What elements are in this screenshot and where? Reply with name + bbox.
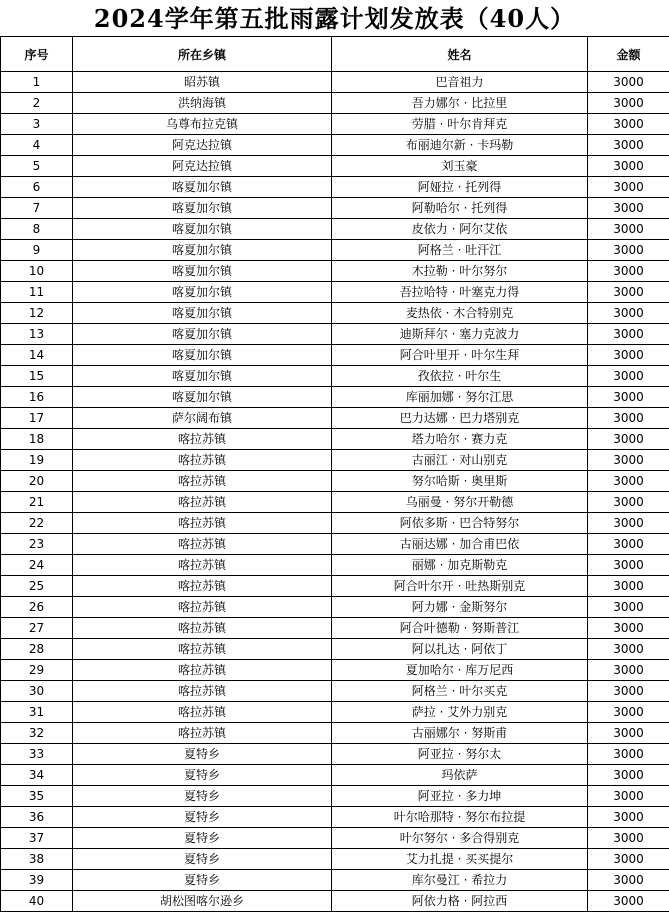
town-cell: 夏特乡 <box>73 849 332 870</box>
name-cell: 古丽娜尔 · 努斯甫 <box>332 723 588 744</box>
name-cell: 劳腊 · 叶尔肯拜克 <box>332 114 588 135</box>
table-row <box>1 72 669 93</box>
table-row <box>1 891 669 912</box>
table-row <box>1 807 669 828</box>
amount-cell: 3000 <box>588 660 669 681</box>
town-cell: 喀夏加尔镇 <box>73 240 332 261</box>
serial-number-cell: 2 <box>1 93 73 114</box>
amount-cell: 3000 <box>588 282 669 303</box>
name-cell: 阿合叶德勒 · 努斯普江 <box>332 618 588 639</box>
town-cell: 喀拉苏镇 <box>73 429 332 450</box>
amount-cell: 3000 <box>588 345 669 366</box>
table-row <box>1 870 669 891</box>
name-cell: 库丽加娜 · 努尔江思 <box>332 387 588 408</box>
table-row <box>1 660 669 681</box>
amount-cell: 3000 <box>588 513 669 534</box>
table-body <box>1 72 669 912</box>
name-cell: 阿亚拉 · 多力坤 <box>332 786 588 807</box>
amount-cell: 3000 <box>588 324 669 345</box>
town-cell: 喀拉苏镇 <box>73 597 332 618</box>
table-row <box>1 408 669 429</box>
serial-number-cell: 17 <box>1 408 73 429</box>
disbursement-table <box>0 36 669 912</box>
amount-cell: 3000 <box>588 408 669 429</box>
name-cell: 阿力娜 · 金斯努尔 <box>332 597 588 618</box>
name-cell: 迪斯拜尔 · 塞力克波力 <box>332 324 588 345</box>
name-cell: 孜依拉 · 叶尔生 <box>332 366 588 387</box>
amount-cell: 3000 <box>588 555 669 576</box>
serial-number-cell: 7 <box>1 198 73 219</box>
serial-number-cell: 37 <box>1 828 73 849</box>
amount-cell: 3000 <box>588 723 669 744</box>
serial-number-cell: 27 <box>1 618 73 639</box>
serial-number-cell: 30 <box>1 681 73 702</box>
header-serial-number: 序号 <box>1 37 73 72</box>
name-cell: 布丽迪尔新 · 卡玛勒 <box>332 135 588 156</box>
table-row <box>1 240 669 261</box>
town-cell: 阿克达拉镇 <box>73 135 332 156</box>
serial-number-cell: 6 <box>1 177 73 198</box>
table-row <box>1 261 669 282</box>
town-cell: 夏特乡 <box>73 870 332 891</box>
table-row <box>1 282 669 303</box>
serial-number-cell: 8 <box>1 219 73 240</box>
name-cell: 阿合叶里开 · 叶尔生拜 <box>332 345 588 366</box>
name-cell: 夏加哈尔 · 库万尼西 <box>332 660 588 681</box>
town-cell: 夏特乡 <box>73 828 332 849</box>
town-cell: 喀夏加尔镇 <box>73 282 332 303</box>
town-cell: 喀夏加尔镇 <box>73 177 332 198</box>
serial-number-cell: 5 <box>1 156 73 177</box>
amount-cell: 3000 <box>588 765 669 786</box>
name-cell: 阿格兰 · 叶尔买克 <box>332 681 588 702</box>
table-header <box>1 37 669 72</box>
town-cell: 喀夏加尔镇 <box>73 219 332 240</box>
table-row <box>1 786 669 807</box>
table-row <box>1 744 669 765</box>
name-cell: 吾拉哈特 · 叶塞克力得 <box>332 282 588 303</box>
name-cell: 古丽江 · 对山别克 <box>332 450 588 471</box>
serial-number-cell: 16 <box>1 387 73 408</box>
serial-number-cell: 20 <box>1 471 73 492</box>
name-cell: 艾力扎提 · 买买提尔 <box>332 849 588 870</box>
table-row <box>1 702 669 723</box>
table-row <box>1 135 669 156</box>
name-cell: 叶尔哈那特 · 努尔布拉提 <box>332 807 588 828</box>
serial-number-cell: 28 <box>1 639 73 660</box>
serial-number-cell: 22 <box>1 513 73 534</box>
name-cell: 巴音祖力 <box>332 72 588 93</box>
serial-number-cell: 23 <box>1 534 73 555</box>
table-row <box>1 828 669 849</box>
amount-cell: 3000 <box>588 156 669 177</box>
amount-cell: 3000 <box>588 849 669 870</box>
serial-number-cell: 32 <box>1 723 73 744</box>
town-cell: 喀夏加尔镇 <box>73 366 332 387</box>
amount-cell: 3000 <box>588 114 669 135</box>
table-row <box>1 450 669 471</box>
table-row <box>1 471 669 492</box>
amount-cell: 3000 <box>588 618 669 639</box>
name-cell: 塔力哈尔 · 赛力克 <box>332 429 588 450</box>
name-cell: 叶尔努尔 · 多合得别克 <box>332 828 588 849</box>
town-cell: 喀夏加尔镇 <box>73 387 332 408</box>
town-cell: 昭苏镇 <box>73 72 332 93</box>
table-row <box>1 219 669 240</box>
table-row <box>1 198 669 219</box>
serial-number-cell: 3 <box>1 114 73 135</box>
table-row <box>1 681 669 702</box>
town-cell: 喀拉苏镇 <box>73 639 332 660</box>
name-cell: 阿亚拉 · 努尔太 <box>332 744 588 765</box>
serial-number-cell: 33 <box>1 744 73 765</box>
amount-cell: 3000 <box>588 681 669 702</box>
table-row <box>1 765 669 786</box>
amount-cell: 3000 <box>588 534 669 555</box>
amount-cell: 3000 <box>588 72 669 93</box>
amount-cell: 3000 <box>588 639 669 660</box>
amount-cell: 3000 <box>588 492 669 513</box>
name-cell: 木拉勒 · 叶尔努尔 <box>332 261 588 282</box>
town-cell: 喀拉苏镇 <box>73 681 332 702</box>
town-cell: 喀拉苏镇 <box>73 534 332 555</box>
town-cell: 喀拉苏镇 <box>73 492 332 513</box>
town-cell: 喀夏加尔镇 <box>73 198 332 219</box>
serial-number-cell: 10 <box>1 261 73 282</box>
name-cell: 麦热依 · 木合特别克 <box>332 303 588 324</box>
amount-cell: 3000 <box>588 177 669 198</box>
page-title: 2024学年第五批雨露计划发放表（40人） <box>93 4 576 33</box>
table-row <box>1 177 669 198</box>
table-row <box>1 114 669 135</box>
town-cell: 夏特乡 <box>73 744 332 765</box>
town-cell: 喀拉苏镇 <box>73 513 332 534</box>
name-cell: 丽娜 · 加克斯勒克 <box>332 555 588 576</box>
amount-cell: 3000 <box>588 702 669 723</box>
amount-cell: 3000 <box>588 870 669 891</box>
name-cell: 乌丽曼 · 努尔开勒德 <box>332 492 588 513</box>
serial-number-cell: 15 <box>1 366 73 387</box>
serial-number-cell: 24 <box>1 555 73 576</box>
table-row <box>1 555 669 576</box>
town-cell: 洪纳海镇 <box>73 93 332 114</box>
table-row <box>1 597 669 618</box>
serial-number-cell: 1 <box>1 72 73 93</box>
table-row <box>1 513 669 534</box>
town-cell: 夏特乡 <box>73 765 332 786</box>
town-cell: 喀拉苏镇 <box>73 450 332 471</box>
serial-number-cell: 36 <box>1 807 73 828</box>
town-cell: 夏特乡 <box>73 786 332 807</box>
amount-cell: 3000 <box>588 597 669 618</box>
town-cell: 喀拉苏镇 <box>73 702 332 723</box>
header-amount: 金额 <box>588 37 669 72</box>
table-row <box>1 345 669 366</box>
header-town: 所在乡镇 <box>73 37 332 72</box>
table-row <box>1 534 669 555</box>
town-cell: 喀拉苏镇 <box>73 723 332 744</box>
amount-cell: 3000 <box>588 303 669 324</box>
serial-number-cell: 21 <box>1 492 73 513</box>
amount-cell: 3000 <box>588 744 669 765</box>
serial-number-cell: 34 <box>1 765 73 786</box>
town-cell: 萨尔阔布镇 <box>73 408 332 429</box>
serial-number-cell: 19 <box>1 450 73 471</box>
serial-number-cell: 12 <box>1 303 73 324</box>
serial-number-cell: 25 <box>1 576 73 597</box>
table-row <box>1 93 669 114</box>
amount-cell: 3000 <box>588 807 669 828</box>
amount-cell: 3000 <box>588 198 669 219</box>
name-cell: 吾力娜尔 · 比拉里 <box>332 93 588 114</box>
table-row <box>1 492 669 513</box>
table-row <box>1 156 669 177</box>
header-row <box>1 37 669 72</box>
amount-cell: 3000 <box>588 135 669 156</box>
amount-cell: 3000 <box>588 891 669 912</box>
amount-cell: 3000 <box>588 387 669 408</box>
town-cell: 喀夏加尔镇 <box>73 261 332 282</box>
serial-number-cell: 13 <box>1 324 73 345</box>
name-cell: 库尔曼江 · 希拉力 <box>332 870 588 891</box>
name-cell: 阿娅拉 · 托列得 <box>332 177 588 198</box>
town-cell: 胡松图喀尔逊乡 <box>73 891 332 912</box>
table-row <box>1 576 669 597</box>
town-cell: 夏特乡 <box>73 807 332 828</box>
amount-cell: 3000 <box>588 366 669 387</box>
amount-cell: 3000 <box>588 786 669 807</box>
name-cell: 古丽达娜 · 加合甫巴依 <box>332 534 588 555</box>
amount-cell: 3000 <box>588 429 669 450</box>
town-cell: 喀拉苏镇 <box>73 618 332 639</box>
amount-cell: 3000 <box>588 240 669 261</box>
table-row <box>1 639 669 660</box>
name-cell: 阿合叶尔开 · 吐热斯别克 <box>332 576 588 597</box>
town-cell: 喀拉苏镇 <box>73 660 332 681</box>
serial-number-cell: 40 <box>1 891 73 912</box>
town-cell: 喀拉苏镇 <box>73 471 332 492</box>
serial-number-cell: 31 <box>1 702 73 723</box>
name-cell: 阿格兰 · 吐汗江 <box>332 240 588 261</box>
serial-number-cell: 26 <box>1 597 73 618</box>
amount-cell: 3000 <box>588 93 669 114</box>
amount-cell: 3000 <box>588 219 669 240</box>
serial-number-cell: 35 <box>1 786 73 807</box>
name-cell: 阿以扎达 · 阿依丁 <box>332 639 588 660</box>
serial-number-cell: 29 <box>1 660 73 681</box>
name-cell: 努尔哈斯 · 奥里斯 <box>332 471 588 492</box>
amount-cell: 3000 <box>588 450 669 471</box>
name-cell: 萨拉 · 艾外力别克 <box>332 702 588 723</box>
table-row <box>1 303 669 324</box>
amount-cell: 3000 <box>588 471 669 492</box>
town-cell: 阿克达拉镇 <box>73 156 332 177</box>
name-cell: 巴力达娜 · 巴力塔别克 <box>332 408 588 429</box>
name-cell: 阿依力格 · 阿拉西 <box>332 891 588 912</box>
town-cell: 喀夏加尔镇 <box>73 345 332 366</box>
town-cell: 喀拉苏镇 <box>73 555 332 576</box>
town-cell: 喀夏加尔镇 <box>73 324 332 345</box>
serial-number-cell: 14 <box>1 345 73 366</box>
serial-number-cell: 4 <box>1 135 73 156</box>
name-cell: 玛依萨 <box>332 765 588 786</box>
serial-number-cell: 39 <box>1 870 73 891</box>
table-row <box>1 429 669 450</box>
table-row <box>1 618 669 639</box>
amount-cell: 3000 <box>588 261 669 282</box>
serial-number-cell: 38 <box>1 849 73 870</box>
serial-number-cell: 18 <box>1 429 73 450</box>
name-cell: 刘玉豪 <box>332 156 588 177</box>
name-cell: 皮依力 · 阿尔艾依 <box>332 219 588 240</box>
serial-number-cell: 9 <box>1 240 73 261</box>
amount-cell: 3000 <box>588 828 669 849</box>
serial-number-cell: 11 <box>1 282 73 303</box>
amount-cell: 3000 <box>588 576 669 597</box>
table-row <box>1 723 669 744</box>
table-row <box>1 849 669 870</box>
table-row <box>1 324 669 345</box>
header-name: 姓名 <box>332 37 588 72</box>
town-cell: 乌尊布拉克镇 <box>73 114 332 135</box>
town-cell: 喀拉苏镇 <box>73 576 332 597</box>
name-cell: 阿依多斯 · 巴合特努尔 <box>332 513 588 534</box>
table-row <box>1 387 669 408</box>
town-cell: 喀夏加尔镇 <box>73 303 332 324</box>
name-cell: 阿勒哈尔 · 托列得 <box>332 198 588 219</box>
table-row <box>1 366 669 387</box>
